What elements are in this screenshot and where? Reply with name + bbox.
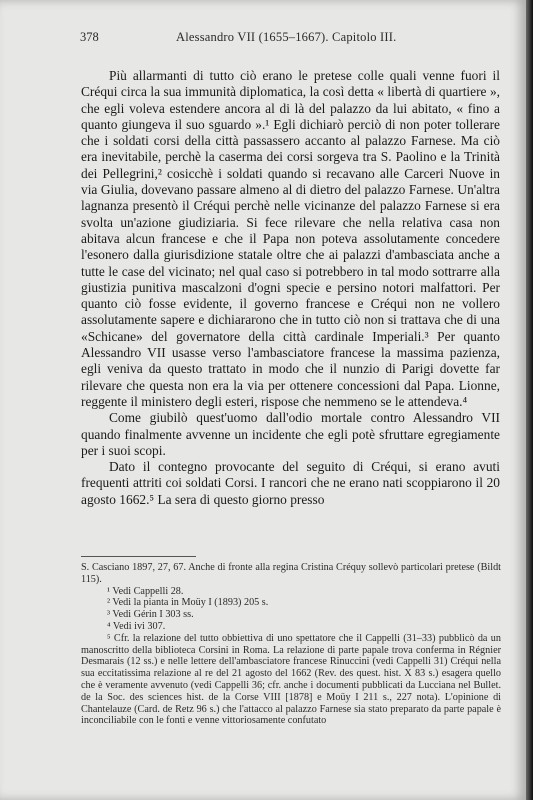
footnote: ² Vedi la pianta in Moüy I (1893) 205 s. [107,597,269,609]
paragraph: Più allarmanti di tutto ciò erano le pretese colle quali venne fuori il Créqui circa la sua immunità diplomatica, la così detta « libertà di quartiere », che egli voleva estendere ancora al di là del palazzo da lui abitato, « fino a quanto giungeva il suo sguardo ».¹ Egli dichiarò perciò di non poter tollerare che i soldati corsi della città passassero accanto al palazzo Farnese. Ma ciò era inevitabile, perchè la caserma dei corsi sorgeva tra S. Paolino e la Trinità dei Pellegrini,² cosicchè i soldati quando si recavano alle Carceri Nuove in via Giulia, dovevano passare almeno al di dietro del palazzo Farnese. Un'altra lagnanza presentò il Créqui perchè nelle vicinanze del palazzo Farnese si era svolta un'azione giudiziaria. Si fece rilevare che nella relativa casa non abitava alcun francese e che il Papa non poteva assolutamente concedere l'esonero dalla giurisdizione statale oltre che ai palazzi d'ambasciata anche a tutte le case del vicinato; nel qual caso si potrebbero in tal modo sottrarre alla giustizia punitiva mascalzoni d'ogni specie e persino notori malfattori. Per quanto ciò fosse evidente, il governo francese e Créqui non ne vollero assolutamente sapere e dichiararono che in tutto ciò non si trattava che di una «Schicane» del governatore della città cardinale Imperiali.³ Per quanto Alessandro VII usasse verso l'ambasciatore francese la massima pazienza, egli veniva da questo trattato in modo che il nunzio di Parigi dovette far rilevare che questa non era la via per ottenere concessioni dal Papa. Lionne, reggente il ministero degli esteri, rispose che nemmeno se le attendeva.⁴ [81,68,500,409]
running-title: Alessandro VII (1655–1667). Capitolo III. [176,30,397,44]
page-number: 378 [80,30,99,44]
footnotes [81,562,501,727]
footnote: ⁴ Vedi ivi 307. [107,620,166,632]
main-text [81,68,500,508]
footnote: ³ Vedi Gérin I 303 ss. [107,609,194,621]
page-edge-shadow [526,0,533,800]
footnote: ¹ Vedi Cappelli 28. [107,585,184,597]
footnote-separator [81,556,196,557]
paragraph: Dato il contegno provocante del seguito di Créqui, si erano avuti frequenti attriti coi soldati Corsi. I rancori che ne erano nati scoppiarono il 20 agosto 1662.⁵ La sera di questo giorno presso [81,459,500,507]
footnote-continuation: S. Casciano 1897, 27, 67. Anche di fronte alla regina Cristina Créquy sollevò particolari pretese (Bildt 115). [81,562,501,585]
paragraph: Come giubilò quest'uomo dall'odio mortale contro Alessandro VII quando finalmente avvenne un incidente che egli potè sfruttare egregiamente per i suoi scopi. [81,410,500,458]
footnote: ⁵ Cfr. la relazione del tutto obbiettiva di uno spettatore che il Cappelli (31–33) pubblicò da un manoscritto della biblioteca Corsini in Roma. La relazione di parte papale trova conferma in Régnier Desmarais (12 ss.) e nelle lettere dell'ambasciatore francese Rinuccini (vedi Cappelli 31) Créqui nella sua eccitatissima relazione al re del 21 agosto del 1662 (Rev. des quest. hist. X 83 s.) esagera quello che è veramente avvenuto (vedi Cappelli 36; cfr. anche i documenti pubblicati da Lucciana nel Bullet. de la Soc. des sciences hist. de la Corse VIII [1878] e Moüy I 211 s., 227 nota). L'opinione di Chantelauze (Card. de Retz 96 s.) che l'attacco al palazzo Farnese sia stato preparato da parte papale è inconciliabile con le fonti e venne vittoriosamente confutato [81,632,501,727]
